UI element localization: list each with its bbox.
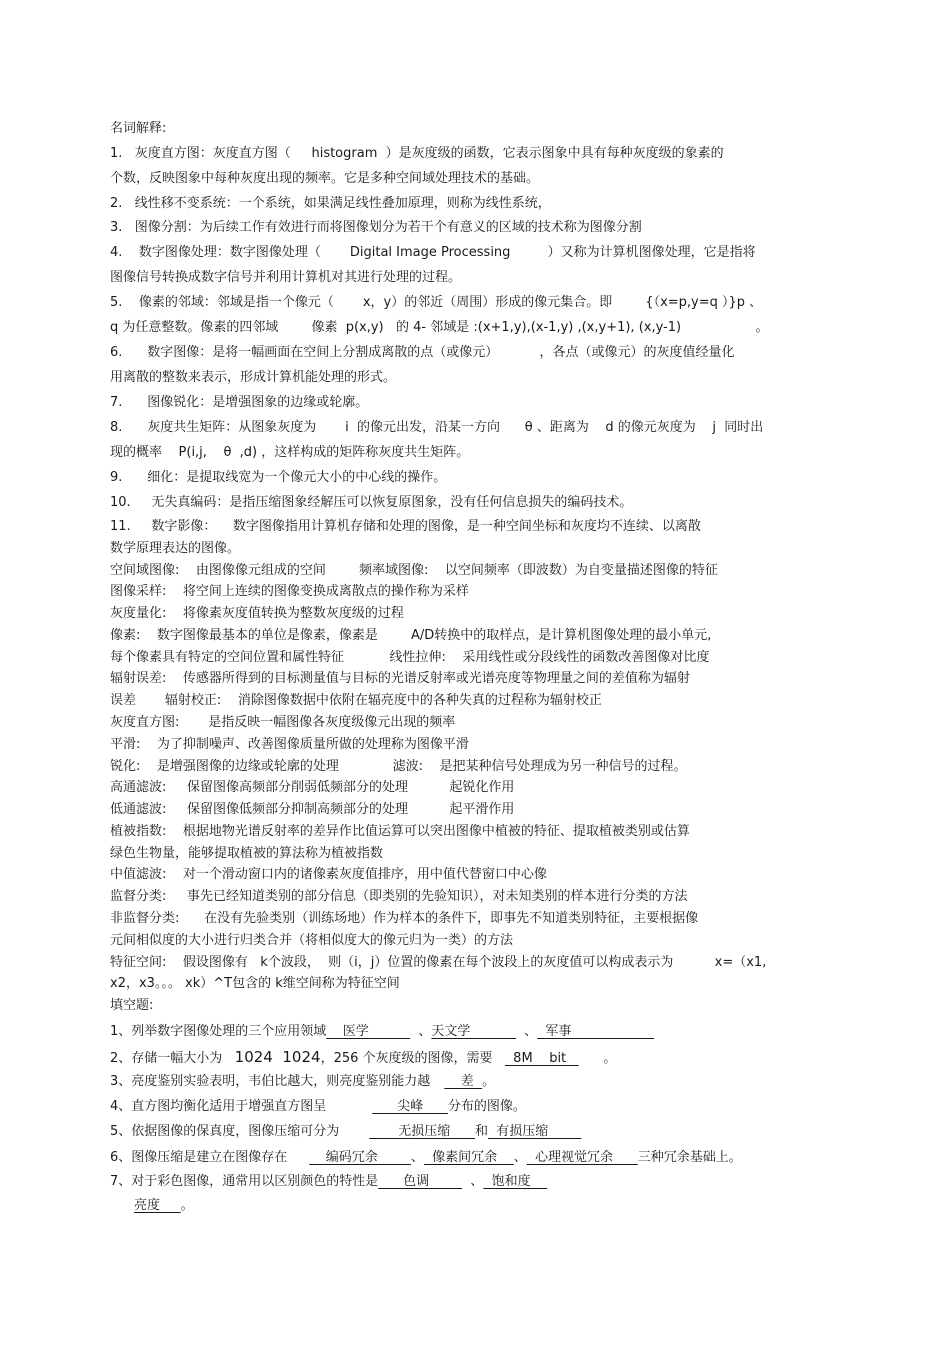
term-line: 6. 数字图像：是将一幅画面在空间上分割成离散的点（或像元） ，各点（或像元）的灰度值经量化	[110, 345, 735, 360]
question-text: 3、亮度鉴别实验表明，韦伯比越大，则亮度鉴别能力越	[110, 1074, 431, 1089]
term-line: 非监督分类: 在没有先验类别（训练场地）作为样本的条件下，即事先不知道类别特征，主要根据像	[110, 911, 699, 926]
fill-question-7-continued	[134, 1197, 194, 1215]
term-line: 元间相似度的大小进行归类合并（将相似度大的像元归为一类）的方法	[110, 933, 514, 948]
term-line: 低通滤波: 保留图像低频部分抑制高频部分的处理 起平滑作用	[110, 802, 515, 817]
term-line: 中值滤波: 对一个滑动窗口内的诸像素灰度值排序，用中值代替窗口中心像	[110, 867, 547, 882]
answer-blank: 亮度	[134, 1198, 181, 1213]
fill-question-6	[110, 1149, 742, 1167]
term-line: 2. 线性移不变系统：一个系统，如果满足线性叠加原理，则称为线性系统，	[110, 196, 551, 211]
question-text: 5、依据图像的保真度，图像压缩可分为	[110, 1124, 340, 1139]
section-heading-fill: 填空题:	[110, 998, 154, 1013]
term-line: 11. 数字影像： 数字图像指用计算机存储和处理的图像，是一种空间坐标和灰度均不连续、以离散	[110, 519, 701, 534]
answer-blank: 无损压缩	[369, 1124, 476, 1139]
term-line: 图像信号转换成数字信号并利用计算机对其进行处理的过程。	[110, 270, 462, 285]
term-line: 像素: 数字图像最基本的单位是像素，像素是 A/D转换中的取样点，是计算机图像处理的最小单元,	[110, 628, 712, 643]
term-line: 10. 无失真编码：是指压缩图象经解压可以恢复原图象，没有任何信息损失的编码技术。	[110, 495, 633, 510]
question-end: 分布的图像。	[447, 1099, 526, 1114]
term-line: 7. 图像锐化：是增强图象的边缘或轮廓。	[110, 395, 369, 410]
answer-blank: 心理视觉冗余	[526, 1150, 638, 1165]
term-line: 空间域图像: 由图像像元组成的空间 频率域图像: 以空间频率（即波数）为自变量描述图像的特征	[110, 563, 718, 578]
separator: 、	[410, 1024, 432, 1039]
question-text: 2、存储一幅大小为	[110, 1051, 235, 1066]
term-line: q 为任意整数。像素的四邻域 像素 p(x,y) 的 4- 邻域是 :(x+1,y),(x-1,y) ,(x,y+1), (x,y-1) 。	[110, 320, 769, 335]
answer-blank: 像素间冗余	[423, 1150, 514, 1165]
answer-blank: 天文学	[431, 1024, 516, 1039]
section-heading-terms: 名词解释:	[110, 121, 167, 136]
question-end: 。	[578, 1051, 617, 1066]
term-line: 灰度直方图: 是指反映一幅图像各灰度级像元出现的频率	[110, 715, 456, 730]
fill-question-7	[110, 1173, 547, 1191]
term-line: 3. 图像分割：为后续工作有效进行而将图像划分为若干个有意义的区域的技术称为图像分割	[110, 220, 642, 235]
term-line: 8. 灰度共生矩阵：从图象灰度为 i 的像元出发，沿某一方向 θ 、距离为 d 的像元灰度为 j 同时出	[110, 420, 764, 435]
answer-blank: 军事	[537, 1024, 655, 1039]
term-line: 5. 像素的邻域：邻域是指一个像元（ x，y）的邻近（周围）形成的像元集合。即 {（x=p,y=q ）}p 、	[110, 295, 763, 310]
term-line: 平滑: 为了抑制噪声、改善图像质量所做的处理称为图像平滑	[110, 737, 469, 752]
fill-question-4	[110, 1098, 526, 1116]
fill-question-1	[110, 1023, 654, 1041]
answer-blank: 尖峰	[372, 1099, 448, 1114]
question-end: 。	[180, 1198, 194, 1213]
fill-question-3	[110, 1073, 495, 1091]
term-line: 用离散的整数来表示，形成计算机能处理的形式。	[110, 370, 397, 385]
answer-blank: 色调	[378, 1174, 463, 1189]
term-line: 锐化: 是增强图像的边缘或轮廓的处理 滤波: 是把某种信号处理成为另一种信号的过程。	[110, 759, 687, 774]
term-line: 图像采样: 将空间上连续的图像变换成离散点的操作称为采样	[110, 584, 469, 599]
term-line: 植被指数: 根据地物光谱反射率的差异作比值运算可以突出图像中植被的特征、提取植被类别或估算	[110, 824, 690, 839]
question-text: 7、对于彩色图像，通常用以区别颜色的特性是	[110, 1174, 379, 1189]
term-line: x2，x3。。。 xk）^T包含的 k维空间称为特征空间	[110, 976, 400, 991]
question-text: 1、列举数字图像处理的三个应用领域	[110, 1024, 327, 1039]
term-line: 绿色生物量，能够提取植被的算法称为植被指数	[110, 846, 384, 861]
question-end: 。	[482, 1074, 496, 1089]
separator: 、	[410, 1150, 424, 1165]
term-line: 9. 细化：是提取线宽为一个像元大小的中心线的操作。	[110, 470, 447, 485]
fill-question-5	[110, 1123, 581, 1141]
term-line: 4. 数字图像处理：数字图像处理（ Digital Image Processing ）又称为计算机图像处理，它是指将	[110, 245, 756, 260]
question-text: 6、图像压缩是建立在图像存在	[110, 1150, 288, 1165]
separator: 、	[513, 1150, 527, 1165]
question-end: 三种冗余基础上。	[637, 1150, 742, 1165]
answer-blank: 饱和度	[483, 1174, 548, 1189]
separator: 、	[462, 1174, 484, 1189]
question-text: 4、直方图均衡化适用于增强直方图呈	[110, 1099, 327, 1114]
separator: 和	[475, 1124, 489, 1139]
fill-question-2	[110, 1048, 616, 1068]
answer-blank: 有损压缩	[488, 1124, 582, 1139]
answer-blank: 8M bit	[504, 1051, 579, 1066]
term-line: 每个像素具有特定的空间位置和属性特征 线性拉伸: 采用线性或分段线性的函数改善图像对比度	[110, 650, 710, 665]
answer-blank: 医学	[326, 1024, 411, 1039]
answer-blank: 差	[444, 1074, 483, 1089]
term-line: 1. 灰度直方图：灰度直方图（ histogram ）是灰度级的函数，它表示图象中具有每种灰度级的象素的	[110, 146, 724, 161]
term-line: 辐射误差: 传感器所得到的目标测量值与目标的光谱反射率或光谱亮度等物理量之间的差值称为辐射	[110, 671, 690, 686]
separator: 、	[515, 1024, 538, 1039]
term-line: 误差 辐射校正: 消除图像数据中依附在辐亮度中的各种失真的过程称为辐射校正	[110, 693, 602, 708]
term-line: 特征空间: 假设图像有 k个波段， 则（i，j）位置的像素在每个波段上的灰度值可以构成表示为 x=（x1,	[110, 955, 767, 970]
image-size-value: 1024 1024	[234, 1048, 321, 1066]
term-line: 数学原理表达的图像。	[110, 541, 241, 556]
term-line: 高通滤波: 保留图像高频部分削弱低频部分的处理 起锐化作用	[110, 780, 515, 795]
term-line: 现的概率 P(i,j, θ ,d) ，这样构成的矩阵称灰度共生矩阵。	[110, 445, 470, 460]
question-text: ，256 个灰度级的图像，需要	[320, 1051, 505, 1066]
term-line: 灰度量化: 将像素灰度值转换为整数灰度级的过程	[110, 606, 404, 621]
term-line: 监督分类: 事先已经知道类别的部分信息（即类别的先验知识），对未知类别的样本进行分类的方法	[110, 889, 688, 904]
term-line: 个数，反映图象中每种灰度出现的频率。它是多种空间域处理技术的基础。	[110, 171, 540, 186]
answer-blank: 编码冗余	[309, 1150, 411, 1165]
